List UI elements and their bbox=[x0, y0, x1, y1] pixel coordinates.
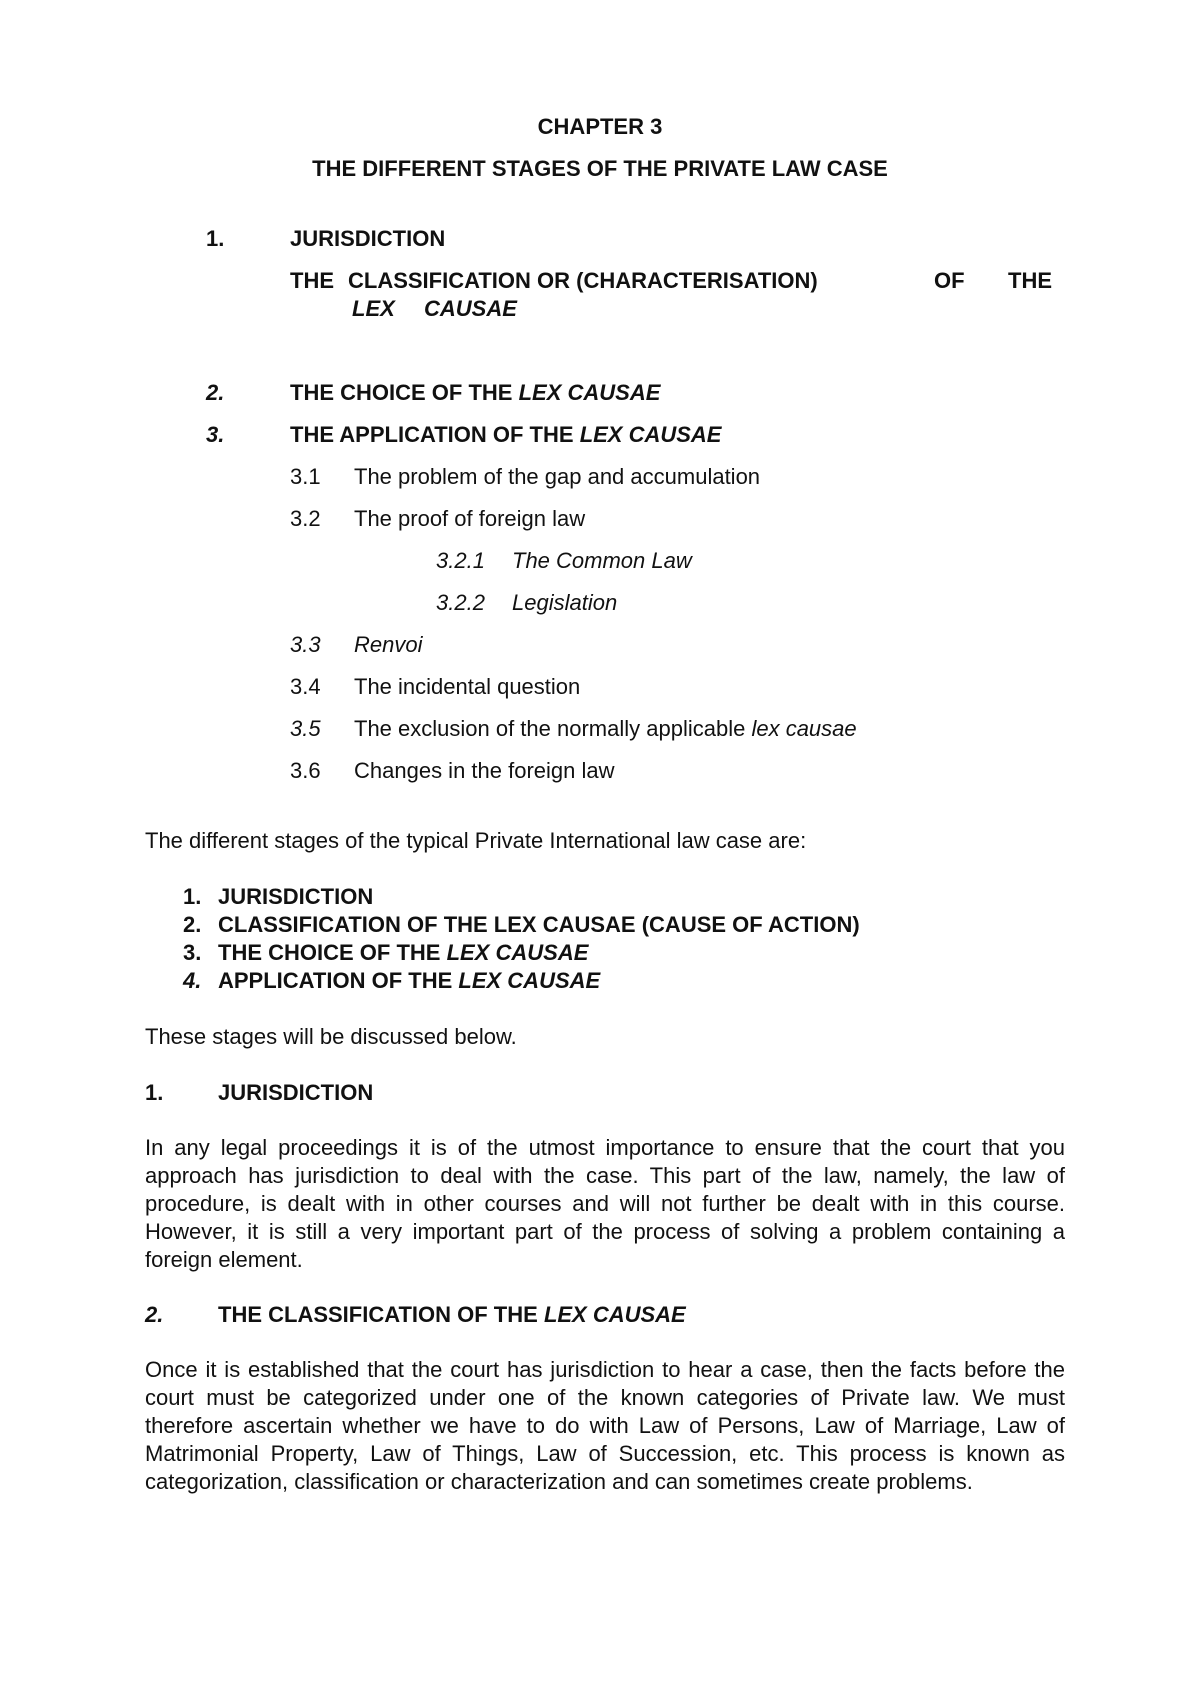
toc-sub-3-1-number: 3.1 bbox=[290, 464, 321, 489]
toc-item-3-text: THE APPLICATION OF THE bbox=[290, 422, 574, 447]
toc-classification-word-the-2: THE bbox=[1008, 268, 1052, 293]
toc-sub-3-3-label: Renvoi bbox=[354, 632, 423, 657]
stage-4-text: APPLICATION OF THE bbox=[218, 968, 453, 993]
toc-item-2-number: 2. bbox=[206, 380, 225, 405]
toc-classification-lex: LEX bbox=[352, 296, 395, 321]
toc-sub-3-2-2-label: Legislation bbox=[512, 590, 618, 615]
section-2-heading bbox=[218, 1302, 686, 1328]
toc-sub-3-2-2-number: 3.2.2 bbox=[436, 590, 485, 615]
stage-2-number: 2. bbox=[183, 912, 202, 937]
stage-1-number: 1. bbox=[183, 884, 202, 909]
toc-item-2-text: THE CHOICE OF THE bbox=[290, 380, 513, 405]
toc-sub-3-2-label: The proof of foreign law bbox=[354, 506, 586, 531]
section-1-heading: JURISDICTION bbox=[218, 1080, 374, 1105]
section-1-number: 1. bbox=[145, 1080, 164, 1105]
stage-4-number: 4. bbox=[183, 968, 202, 993]
stage-4-emph: LEX CAUSAE bbox=[458, 968, 601, 993]
toc-sub-3-2-1-number: 3.2.1 bbox=[436, 548, 485, 573]
stage-3-number: 3. bbox=[183, 940, 202, 965]
chapter-title: THE DIFFERENT STAGES OF THE PRIVATE LAW CASE bbox=[312, 156, 888, 181]
stages-note: These stages will be discussed below. bbox=[145, 1024, 517, 1049]
toc-classification-word-the: THE bbox=[290, 268, 334, 293]
toc-sub-3-2-1-label: The Common Law bbox=[512, 548, 692, 573]
toc-item-1-label: JURISDICTION bbox=[290, 226, 446, 251]
toc-sub-3-5-label bbox=[354, 716, 857, 742]
toc-item-1-number: 1. bbox=[206, 226, 225, 251]
toc-sub-3-6-label: Changes in the foreign law bbox=[354, 758, 615, 783]
section-2-body: Once it is established that the court has jurisdiction to hear a case, then the facts before the court must be categorized under one of the known categories of Private law. We must therefore ascertain whether we have to do with Law of Persons, Law of Marriage, Law of Matrimonial Property, Law of Things, Law of Succession, etc. This process is known as categorization, classification or characterization and can sometimes create problems. bbox=[145, 1357, 1065, 1494]
stage-1-label: JURISDICTION bbox=[218, 884, 374, 909]
section-1-body: In any legal proceedings it is of the utmost importance to ensure that the court that you approach has jurisdiction to deal with the case. This part of the law, namely, the law of procedure, is dealt with in other courses and will not further be dealt with in this course. However, it is still a very important part of the process of solving a problem containing a foreign element. bbox=[145, 1135, 1065, 1272]
stages-intro: The different stages of the typical Private International law case are: bbox=[145, 828, 807, 853]
toc-sub-3-2-number: 3.2 bbox=[290, 506, 321, 531]
toc-item-3-number: 3. bbox=[206, 422, 225, 447]
stage-3-label bbox=[218, 940, 588, 966]
section-2-heading-emph: LEX CAUSAE bbox=[543, 1302, 686, 1327]
stage-2-label: CLASSIFICATION OF THE LEX CAUSAE (CAUSE OF ACTION) bbox=[218, 912, 860, 937]
section-2-heading-text: THE CLASSIFICATION OF THE bbox=[218, 1302, 538, 1327]
section-2-number: 2. bbox=[145, 1302, 164, 1327]
toc-classification-label: CLASSIFICATION OR (CHARACTERISATION) bbox=[348, 268, 818, 293]
toc-sub-3-4-label: The incidental question bbox=[354, 674, 581, 699]
toc-item-3-label bbox=[290, 422, 721, 448]
stage-3-text: THE CHOICE OF THE bbox=[218, 940, 441, 965]
toc-sub-3-5-number: 3.5 bbox=[290, 716, 321, 741]
toc-sub-3-4-number: 3.4 bbox=[290, 674, 321, 699]
toc-sub-3-1-label: The problem of the gap and accumulation bbox=[354, 464, 761, 489]
toc-item-3-emph: LEX CAUSAE bbox=[579, 422, 722, 447]
stage-4-label bbox=[218, 968, 600, 994]
toc-sub-3-5-text: The exclusion of the normally applicable bbox=[354, 716, 746, 741]
chapter-number: CHAPTER 3 bbox=[537, 114, 663, 139]
toc-classification-word-of: OF bbox=[934, 268, 965, 293]
toc-sub-3-5-emph: lex causae bbox=[751, 716, 857, 741]
toc-sub-3-3-number: 3.3 bbox=[290, 632, 321, 657]
stage-3-emph: LEX CAUSAE bbox=[446, 940, 589, 965]
toc-sub-3-6-number: 3.6 bbox=[290, 758, 321, 783]
toc-classification-causae: CAUSAE bbox=[424, 296, 517, 321]
toc-item-2-emph: LEX CAUSAE bbox=[518, 380, 661, 405]
toc-item-2-label bbox=[290, 380, 660, 406]
